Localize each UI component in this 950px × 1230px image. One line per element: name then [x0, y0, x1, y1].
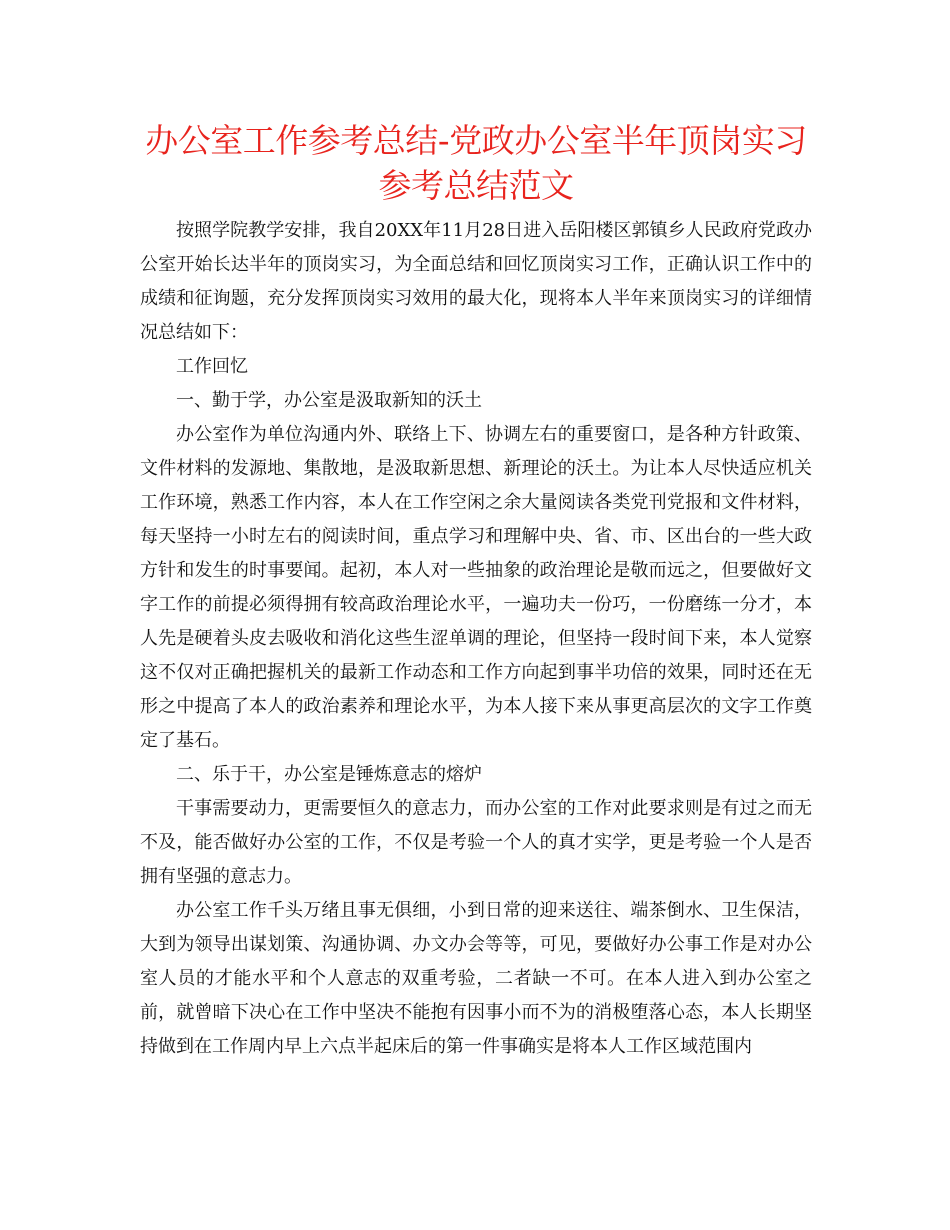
document-page: [140, 118, 812, 1064]
paragraph-intro: 按照学院教学安排，我自20XX年11月28日进入岳阳楼区郭镇乡人民政府党政办公室开始长达半年的顶岗实习，为全面总结和回忆顶岗实习工作，正确认识工作中的成绩和征询题，充分发挥顶岗实习效用的最大化，现将本人半年来顶岗实习的详细情况总结如下：: [140, 220, 812, 343]
section-heading-1: 一、勤于学，办公室是汲取新知的沃土: [176, 390, 482, 411]
section-heading-work-review: 工作回忆: [176, 356, 248, 377]
paragraph-section-2b: 办公室工作千头万绪且事无俱细，小到日常的迎来送往、端茶倒水、卫生保洁，大到为领导出谋划策、沟通协调、办文办会等等，可见，要做好办公事工作是对办公室人员的才能水平和个人意志的双重考验，二者缺一不可。在本人进入到办公室之前，就曾暗下决心在工作中坚决不能抱有因事小而不为的消极堕落心态，本人长期坚持做到在工作周内早上六点半起床后的第一件事确实是将本人工作区域范围内: [140, 900, 812, 1057]
paragraph-section-2a: 干事需要动力，更需要恒久的意志力，而办公室的工作对此要求则是有过之而无不及，能否做好办公室的工作，不仅是考验一个人的真才实学，更是考验一个人是否拥有坚强的意志力。: [140, 798, 812, 887]
paragraph-section-1: 办公室作为单位沟通内外、联络上下、协调左右的重要窗口，是各种方针政策、文件材料的发源地、集散地，是汲取新思想、新理论的沃土。为让本人尽快适应机关工作环境，熟悉工作内容，本人在工作空闲之余大量阅读各类党刊党报和文件材料，每天坚持一小时左右的阅读时间，重点学习和理解中央、省、市、区出台的一些大政方针和发生的时事要闻。起初，本人对一些抽象的政治理论是敬而远之，但要做好文字工作的前提必须得拥有较高政治理论水平，一遍功夫一份巧，一份磨练一分才，本人先是硬着头皮去吸收和消化这些生涩单调的理论，但坚持一段时间下来，本人觉察这不仅对正确把握机关的最新工作动态和工作方向起到事半功倍的效果，同时还在无形之中提高了本人的政治素养和理论水平，为本人接下来从事更高层次的文字工作奠定了基石。: [140, 424, 812, 751]
document-title: 办公室工作参考总结-党政办公室半年顶岗实习参考总结范文: [145, 121, 807, 205]
section-heading-2: 二、乐于干，办公室是锤炼意志的熔炉: [176, 764, 482, 785]
